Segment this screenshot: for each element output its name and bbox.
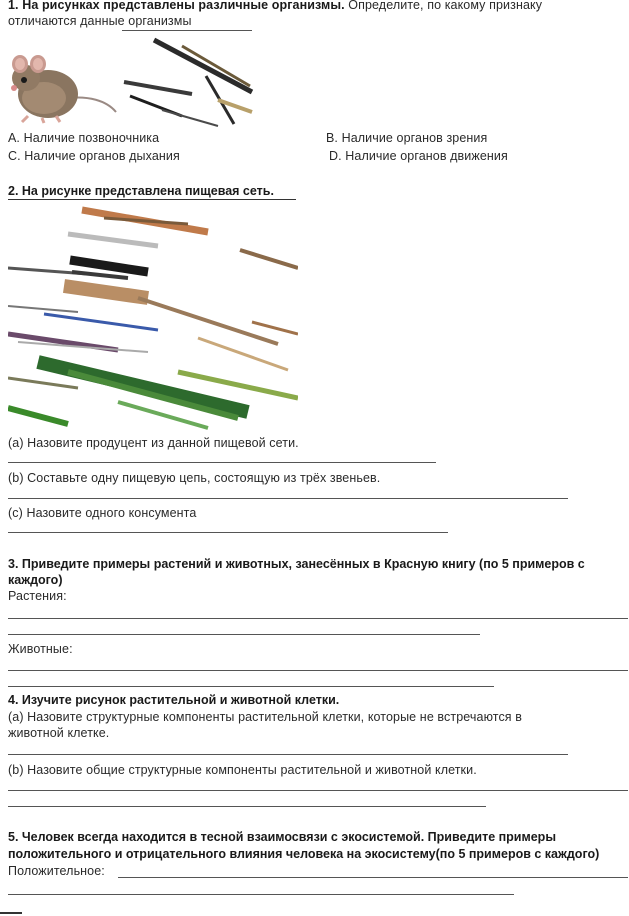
answer-line bbox=[8, 894, 514, 895]
q3-title-line1: 3. Приведите примеры растений и животных, занесённых в Красную книгу (по 5 примеров с bbox=[8, 557, 585, 571]
answer-line bbox=[8, 670, 628, 671]
q1-option-b: B. Наличие органов зрения bbox=[326, 131, 488, 145]
q3-title-line2: каждого) bbox=[8, 573, 63, 587]
q5-positive-label: Положительное: bbox=[8, 864, 105, 878]
answer-line bbox=[8, 498, 568, 499]
q2-a: (a) Назовите продуцент из данной пищевой сети. bbox=[8, 436, 299, 450]
page-edge-mark bbox=[0, 912, 22, 914]
q1-title-bold: 1. На рисунках представлены различные организмы. bbox=[8, 0, 345, 12]
q1-title-rest: Определите, по какому признаку bbox=[344, 0, 543, 12]
q1-title bbox=[8, 0, 542, 13]
answer-line bbox=[8, 532, 448, 533]
answer-line bbox=[8, 634, 480, 635]
q4-title: 4. Изучите рисунок растительной и животной клетки. bbox=[8, 693, 340, 707]
organism-image bbox=[122, 36, 254, 128]
q2-title: 2. На рисунке представлена пищевая сеть. bbox=[8, 184, 274, 198]
q2-b: (b) Составьте одну пищевую цепь, состоящую из трёх звеньев. bbox=[8, 471, 381, 485]
q3-animals-label: Животные: bbox=[8, 642, 73, 656]
q4-b: (b) Назовите общие структурные компоненты растительной и животной клетки. bbox=[8, 763, 477, 777]
q5-title-line2: положительного и отрицательного влияния человека на экосистему(по 5 примеров с каждого) bbox=[8, 847, 600, 861]
q1-title-line2: отличаются данные организмы bbox=[8, 14, 192, 28]
answer-line bbox=[118, 877, 628, 878]
q5-title-line1: 5. Человек всегда находится в тесной взаимосвязи с экосистемой. Приведите примеры bbox=[8, 830, 556, 844]
q3-plants-label: Растения: bbox=[8, 589, 67, 603]
q4-a-line1: (a) Назовите структурные компоненты растительной клетки, которые не встречаются в bbox=[8, 710, 522, 724]
q1-option-d: D. Наличие органов движения bbox=[329, 149, 508, 163]
answer-line bbox=[8, 462, 436, 463]
answer-line bbox=[8, 754, 568, 755]
answer-line bbox=[8, 806, 486, 807]
q2-c: (c) Назовите одного консумента bbox=[8, 506, 197, 520]
answer-line bbox=[8, 618, 628, 619]
q2-title-underline bbox=[8, 199, 296, 200]
answer-line bbox=[8, 686, 494, 687]
q1-option-a: A. Наличие позвоночника bbox=[8, 131, 160, 145]
mouse-image bbox=[8, 36, 118, 124]
q4-a-line2: животной клетке. bbox=[8, 726, 110, 740]
answer-underline bbox=[122, 30, 252, 31]
answer-line bbox=[8, 790, 628, 791]
q1-option-c: C. Наличие органов дыхания bbox=[8, 149, 180, 163]
food-web-image bbox=[8, 202, 298, 430]
